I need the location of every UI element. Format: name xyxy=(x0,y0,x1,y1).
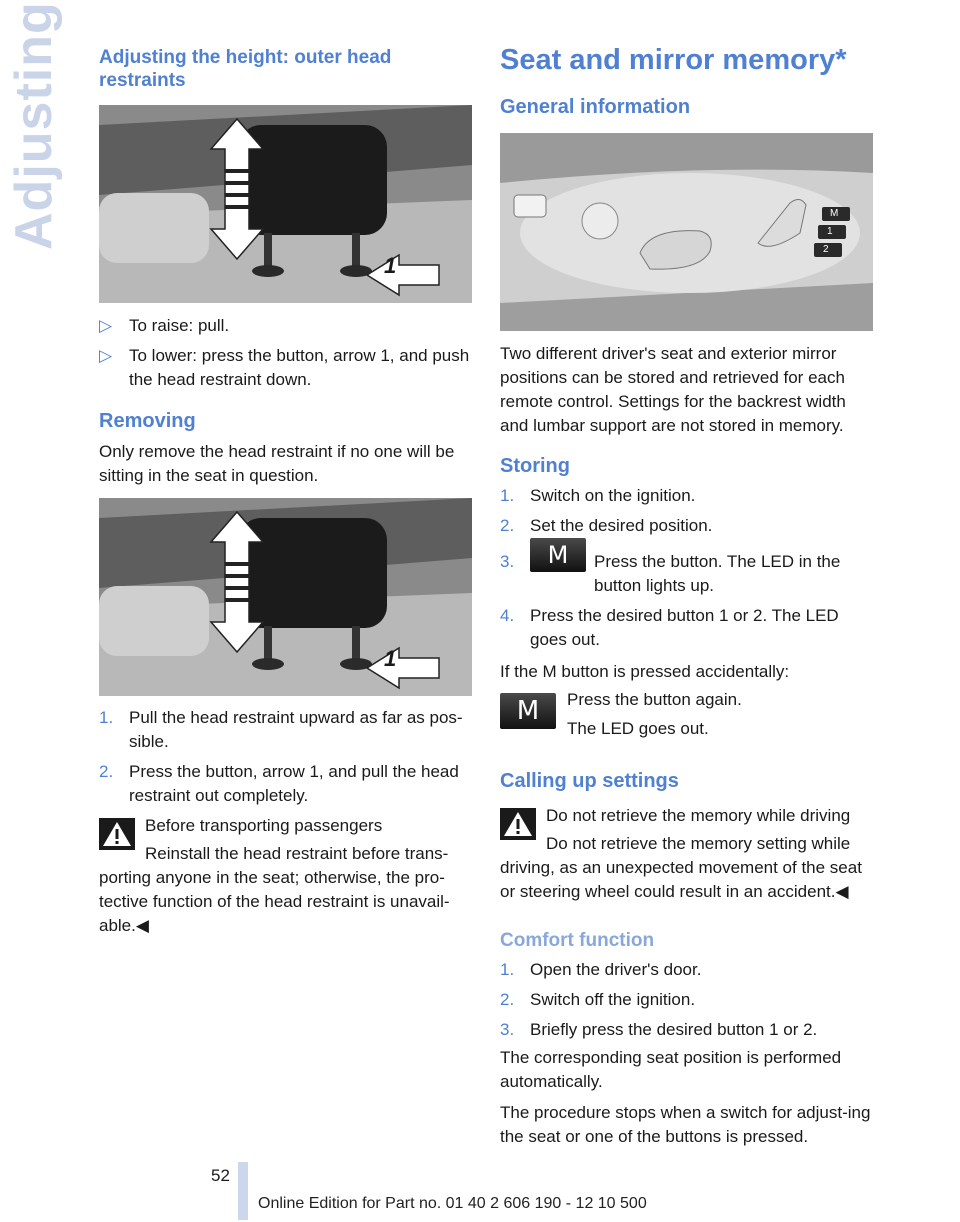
arrow-label: 1 xyxy=(384,253,397,278)
bullet-item: ▷ To raise: pull. xyxy=(99,314,473,338)
calling-warning-rest: driving, as an unexpected movement of the seat or steering wheel could result in an accident.◀ xyxy=(500,858,862,901)
page-number: 52 xyxy=(211,1166,230,1185)
warning-icon xyxy=(500,808,536,840)
adjust-bullets xyxy=(99,314,473,398)
bullet-item: ▷ To lower: press the button, arrow 1, and push the head restraint down. xyxy=(99,346,470,389)
warning-title: Before transporting passengers xyxy=(145,816,383,835)
removing-intro: Only remove the head restraint if no one will be sitting in the seat in question. xyxy=(99,442,455,485)
general-info-heading: General information xyxy=(500,96,691,118)
step-item: 3. M Press the button. The LED in the button lights up. xyxy=(500,550,874,598)
head-restraint-photo-raise xyxy=(99,105,472,303)
removing-steps xyxy=(99,706,473,814)
accidental-line1: Press the button again. xyxy=(567,690,742,709)
warning-body-rest: porting anyone in the seat; otherwise, the pro-tective function of the head restraint is unavail-able.◀ xyxy=(99,868,450,935)
calling-warning-title: Do not retrieve the memory while driving xyxy=(546,806,851,825)
photo-button-label: M xyxy=(830,208,839,219)
storing-steps xyxy=(500,484,874,658)
photo-button-label: 2 xyxy=(823,244,829,255)
calling-warning-first: Do not retrieve the memory setting while xyxy=(546,834,851,853)
head-restraint-photo-remove xyxy=(99,498,472,696)
footer-divider xyxy=(238,1162,248,1220)
bullet-triangle-icon: ▷ xyxy=(99,346,113,365)
storing-heading: Storing xyxy=(500,455,570,477)
step-item: 2. Switch off the ignition. xyxy=(500,990,696,1009)
memory-m-button-icon: M xyxy=(530,538,586,572)
warning-body-first: Reinstall the head restraint before trans- xyxy=(145,844,449,863)
side-chapter-tab xyxy=(0,1,78,250)
step-item: 1. Pull the head restraint upward as far as pos-sible. xyxy=(99,708,463,751)
page-title: Seat and mirror memory* xyxy=(500,44,847,76)
accidental-line2: The LED goes out. xyxy=(567,719,709,738)
photo-button-label: 1 xyxy=(827,226,833,237)
step-item: 1. Switch on the ignition. xyxy=(500,486,696,505)
removing-heading: Removing xyxy=(99,410,196,432)
memory-m-button-icon: M xyxy=(500,693,556,729)
arrow-label: 1 xyxy=(384,646,397,671)
warning-icon xyxy=(99,818,135,850)
bullet-triangle-icon: ▷ xyxy=(99,316,113,335)
footer-edition-text: Online Edition for Part no. 01 40 2 606 190 - 12 10 500 xyxy=(258,1195,647,1212)
step-item: 2. Press the button, arrow 1, and pull the head restraint out completely. xyxy=(99,762,459,805)
calling-heading: Calling up settings xyxy=(500,770,679,792)
comfort-para1: The corresponding seat position is performed automatically. xyxy=(500,1048,842,1091)
comfort-para2: The procedure stops when a switch for adjust-ing the seat or one of the buttons is pressed. xyxy=(500,1103,871,1146)
comfort-heading: Comfort function xyxy=(500,930,655,951)
general-info-text: Two different driver's seat and exterior mirror positions can be stored and retrieved for each remote control. Settings for the backrest width and lumbar support are not stored in memory. xyxy=(500,344,846,435)
step-item: 4. Press the desired button 1 or 2. The LED goes out. xyxy=(500,606,839,649)
step-item: 2. Set the desired position. xyxy=(500,516,713,535)
accidental-intro: If the M button is pressed accidentally: xyxy=(500,662,790,681)
step-item: 1. Open the driver's door. xyxy=(500,960,702,979)
chapter-label: Adjusting xyxy=(5,1,63,250)
comfort-steps xyxy=(500,958,874,1048)
step-item: 3. Briefly press the desired button 1 or 2. xyxy=(500,1020,818,1039)
head-restraint-heading: Adjusting the height: outer head restraints xyxy=(99,47,392,91)
seat-controls-photo xyxy=(500,133,873,331)
